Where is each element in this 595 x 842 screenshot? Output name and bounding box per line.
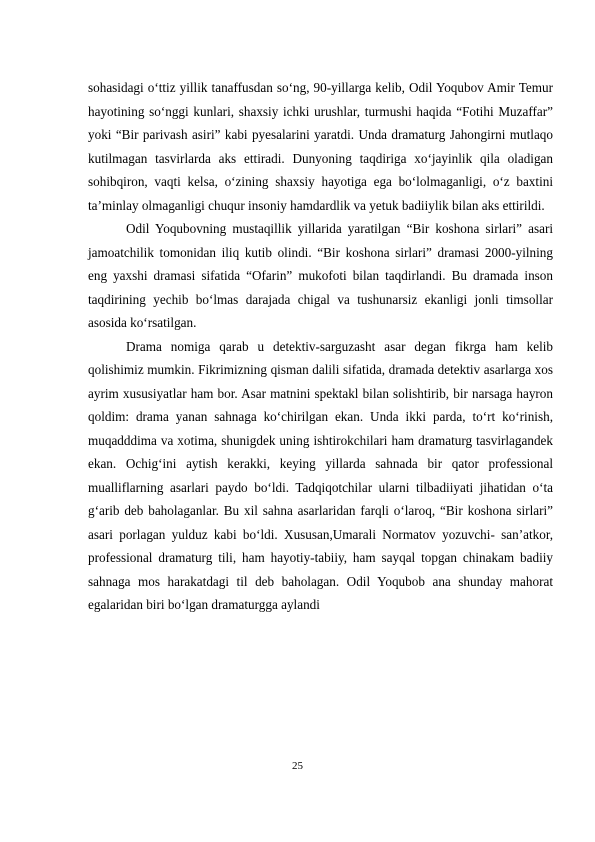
paragraph-3: Drama nomiga qarab u detektiv-sarguzasht asar degan fikrga ham kelib qolishimiz mumkin. Fikrimizning qisman dalili sifatida, dramada detektiv asarlarga xos ayrim xususiyatlar ham bor. Asar matnini spektakl bilan solishtirib, bir narsaga hayron qoldim: drama yanan sahnaga ko‘chirilgan ekan. Unda ikki parda, to‘rt ko‘rinish, muqadddima va xotima, shunigdek uning ishtirokchilari ham dramaturg tasvirlagandek ekan. Ochig‘ini aytish kerakki, keying yillarda sahnada bir qator professional mualliflarning asarlari paydo bo‘ldi. Tadqiqotchilar ularni tilbadiiyati jihatidan o‘ta g‘arib deb baholaganlar. Bu xil sahna asarlaridan farqli o‘laroq, “Bir koshona sirlari” asari porlagan yulduz kabi bo‘ldi. Xususan,Umarali Normatov yozuvchi- san’atkor, professional dramaturg tili, ham hayotiy-tabiiy, ham sayqal topgan chinakam badiiy sahnaga mos harakatdagi til deb baholagan. Odil Yoqubob ana shunday mahorat egalaridan biri bo‘lgan dramaturgga aylandi [88, 338, 553, 612]
document-body [88, 76, 553, 617]
page-number: 25 [292, 760, 303, 772]
paragraph-2: Odil Yoqubovning mustaqillik yillarida yaratilgan “Bir koshona sirlari” asari jamoatchilik tomonidan iliq kutib olindi. “Bir koshona sirlari” dramasi 2000-yilning eng yaxshi dramasi sifatida “Ofarin” mukofoti bilan taqdirlandi. Bu dramada inson taqdirining yechib bo‘lmas darajada chigal va tushunarsiz ekanligi jonli timsollar asosida ko‘rsatilgan. [88, 221, 553, 330]
paragraph-1: sohasidagi o‘ttiz yillik tanaffusdan so‘ng, 90-yillarga kelib, Odil Yoqubov Amir Temur hayotining so‘nggi kunlari, shaxsiy ichki urushlar, turmushi haqida “Fotihi Muzaffar” yoki “Bir parivash asiri” kabi pyesalarini yaratdi. Unda dramaturg Jahongirni mutlaqo kutilmagan tasvirlarda aks ettiradi. Dunyoning taqdiriga xo‘jayinlik qila oladigan sohibqiron, vaqti kelsa, o‘zining shaxsiy hayotiga ega bo‘lolmaganligi, o‘z baxtini ta’minlay olmaganligi chuqur insoniy hamdardlik va yetuk badiiylik bilan aks ettirildi. [88, 80, 553, 213]
